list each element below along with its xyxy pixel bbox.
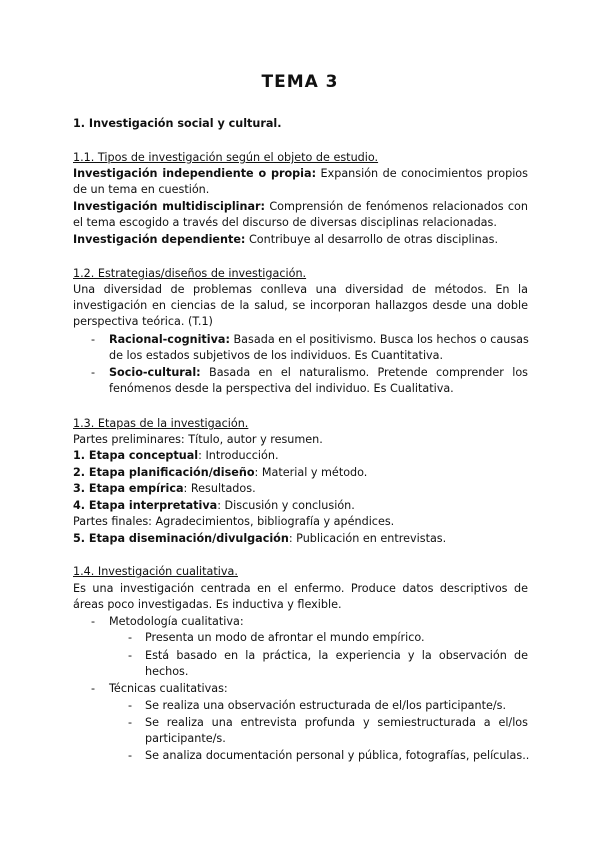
bullet-dash: - [128,716,133,729]
tecnicas-item-2-line-2: participante/s. [145,732,226,745]
etapa-1-term: 1. Etapa conceptual [73,449,199,462]
independiente-line-1 [73,166,528,182]
tecnicas-item-2-line-1: Se realiza una entrevista profunda y semiestructurada a el/los [145,716,528,729]
dependiente-term: Investigación dependiente: [73,233,246,246]
section-1-2-heading: 1.2. Estrategias/diseños de investigación. [73,267,307,280]
racional-line-1 [109,332,528,348]
section-1-heading: 1. Investigación social y cultural. [73,117,282,130]
tecnicas-item-3: Se analiza documentación personal y pública, fotografías, películas.. [145,749,530,762]
multidisciplinar-line-1 [73,199,528,215]
etapa-3-term: 3. Etapa empírica [73,482,184,495]
section-1-4-heading: 1.4. Investigación cualitativa. [73,565,238,578]
etapa-5 [73,531,528,547]
bullet-dash: - [128,699,133,712]
etapa-3 [73,481,528,497]
s12-paragraph-line-1: Una diversidad de problemas conlleva una diversidad de métodos. En la [73,283,528,296]
bullet-dash: - [128,631,133,644]
bullet-dash: - [91,366,96,379]
etapa-4-term: 4. Etapa interpretativa [73,499,218,512]
metodologia-label: Metodología cualitativa: [109,615,244,628]
etapa-4-text: : Discusión y conclusión. [217,499,355,512]
bullet-dash: - [128,749,133,762]
etapa-2 [73,465,528,481]
independiente-term: Investigación independiente o propia: [73,167,317,180]
s14-paragraph-line-2: áreas poco investigadas. Es inductiva y flexible. [73,598,342,611]
tecnicas-label: Técnicas cualitativas: [109,682,228,695]
socio-line-2: fenómenos desde la perspectiva del individuo. Es Cualitativa. [109,382,454,395]
bullet-dash: - [91,615,96,628]
partes-finales: Partes finales: Agradecimientos, bibliografía y apéndices. [73,515,395,528]
etapa-4 [73,498,528,514]
dependiente-line [73,232,528,248]
etapa-1 [73,448,528,464]
etapa-2-text: : Material y método. [254,466,368,479]
multidisciplinar-text: Comprensión de fenómenos relacionados con [269,200,528,213]
bullet-dash: - [128,649,133,662]
socio-text: Basada en el naturalismo. Pretende comprender los [209,366,528,379]
independiente-line-2: de un tema en cuestión. [73,183,210,196]
s12-paragraph-line-3: perspectiva teórica. (T.1) [73,315,213,328]
etapa-1-text: : Introducción. [198,449,279,462]
racional-line-2: de los estados subjetivos de los individuos. Es Cuantitativa. [109,349,444,362]
socio-term: Socio-cultural: [109,366,201,379]
dependiente-text: Contribuye al desarrollo de otras disciplinas. [248,233,499,246]
racional-text: Basada en el positivismo. Busca los hechos o causas [233,333,529,346]
s12-paragraph-line-2: investigación en ciencias de la salud, se incorporan hallazgos desde una doble [73,299,528,312]
section-1-3-heading: 1.3. Etapas de la investigación. [73,417,249,430]
bullet-dash: - [91,333,96,346]
metodologia-item-2-line-2: hechos. [145,665,189,678]
tecnicas-item-1: Se realiza una observación estructurada de el/los participante/s. [145,699,507,712]
metodologia-item-2-line-1: Está basado en la práctica, la experiencia y la observación de [145,649,528,662]
section-1-1-heading: 1.1. Tipos de investigación según el objeto de estudio. [73,151,379,164]
multidisciplinar-term: Investigación multidisciplinar: [73,200,265,213]
metodologia-item-1: Presenta un modo de afrontar el mundo empírico. [145,631,425,644]
multidisciplinar-line-2: el tema escogido a través del discurso de diversas disciplinas relacionadas. [73,216,497,229]
independiente-text: Expansión de conocimientos propios [320,167,528,180]
etapa-3-text: : Resultados. [183,482,256,495]
page-title: TEMA 3 [261,72,339,92]
etapa-5-text: : Publicación en entrevistas. [288,532,447,545]
etapa-5-term: 5. Etapa diseminación/divulgación [73,532,289,545]
s14-paragraph-line-1: Es una investigación centrada en el enfermo. Produce datos descriptivos de [73,582,528,595]
partes-preliminares: Partes preliminares: Título, autor y resumen. [73,433,323,446]
racional-term: Racional-cognitiva: [109,333,230,346]
socio-line-1 [109,365,528,381]
etapa-2-term: 2. Etapa planificación/diseño [73,466,255,479]
bullet-dash: - [91,682,96,695]
